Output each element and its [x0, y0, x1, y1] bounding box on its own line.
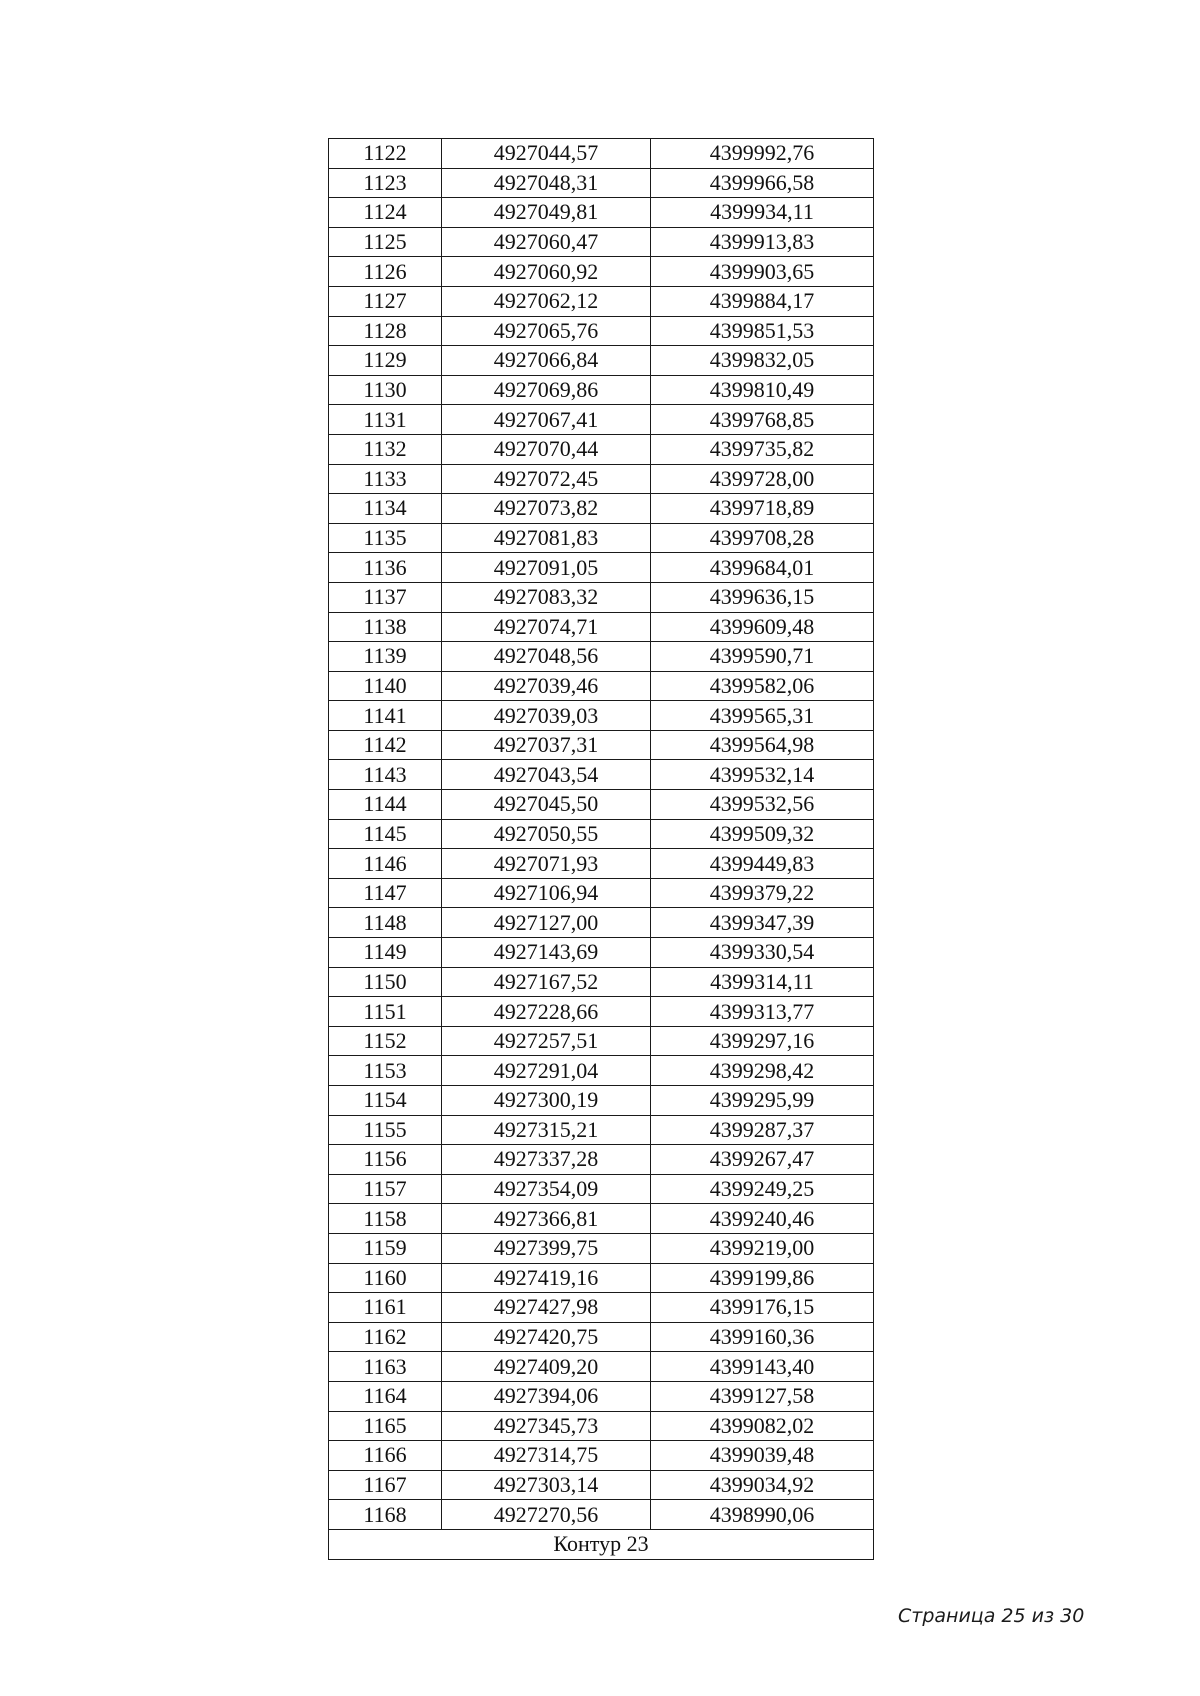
point-number-cell: 1137	[329, 582, 442, 612]
table-row	[329, 168, 874, 198]
y-coordinate-cell: 4399564,98	[651, 730, 874, 760]
coordinates-table	[328, 138, 874, 1560]
point-number-cell: 1143	[329, 760, 442, 790]
x-coordinate-cell: 4927045,50	[442, 790, 651, 820]
x-coordinate-cell: 4927060,47	[442, 227, 651, 257]
table-row	[329, 701, 874, 731]
y-coordinate-cell: 4399934,11	[651, 198, 874, 228]
y-coordinate-cell: 4399127,58	[651, 1381, 874, 1411]
point-number-cell: 1142	[329, 730, 442, 760]
page-number-footer: Страница 25 из 30	[898, 1605, 1085, 1627]
point-number-cell: 1153	[329, 1056, 442, 1086]
point-number-cell: 1127	[329, 286, 442, 316]
x-coordinate-cell: 4927409,20	[442, 1352, 651, 1382]
table-row	[329, 819, 874, 849]
table-row	[329, 997, 874, 1027]
x-coordinate-cell: 4927394,06	[442, 1381, 651, 1411]
table-row	[329, 286, 874, 316]
table-row	[329, 1411, 874, 1441]
y-coordinate-cell: 4399684,01	[651, 553, 874, 583]
point-number-cell: 1125	[329, 227, 442, 257]
table-row	[329, 790, 874, 820]
point-number-cell: 1131	[329, 405, 442, 435]
table-row	[329, 494, 874, 524]
point-number-cell: 1147	[329, 878, 442, 908]
point-number-cell: 1160	[329, 1263, 442, 1293]
y-coordinate-cell: 4399565,31	[651, 701, 874, 731]
table-row	[329, 227, 874, 257]
y-coordinate-cell: 4399330,54	[651, 938, 874, 968]
table-row	[329, 1145, 874, 1175]
point-number-cell: 1168	[329, 1500, 442, 1530]
x-coordinate-cell: 4927062,12	[442, 286, 651, 316]
y-coordinate-cell: 4399034,92	[651, 1470, 874, 1500]
x-coordinate-cell: 4927167,52	[442, 967, 651, 997]
point-number-cell: 1154	[329, 1086, 442, 1116]
y-coordinate-cell: 4399143,40	[651, 1352, 874, 1382]
y-coordinate-cell: 4399810,49	[651, 375, 874, 405]
section-label-row	[329, 1529, 874, 1559]
point-number-cell: 1166	[329, 1441, 442, 1471]
x-coordinate-cell: 4927366,81	[442, 1204, 651, 1234]
y-coordinate-cell: 4399509,32	[651, 819, 874, 849]
y-coordinate-cell: 4398990,06	[651, 1500, 874, 1530]
table-row	[329, 1470, 874, 1500]
table-row	[329, 730, 874, 760]
point-number-cell: 1139	[329, 642, 442, 672]
table-row	[329, 1322, 874, 1352]
x-coordinate-cell: 4927070,44	[442, 434, 651, 464]
x-coordinate-cell: 4927066,84	[442, 346, 651, 376]
point-number-cell: 1141	[329, 701, 442, 731]
table-row	[329, 405, 874, 435]
x-coordinate-cell: 4927315,21	[442, 1115, 651, 1145]
point-number-cell: 1150	[329, 967, 442, 997]
y-coordinate-cell: 4399295,99	[651, 1086, 874, 1116]
y-coordinate-cell: 4399636,15	[651, 582, 874, 612]
point-number-cell: 1144	[329, 790, 442, 820]
point-number-cell: 1158	[329, 1204, 442, 1234]
x-coordinate-cell: 4927106,94	[442, 878, 651, 908]
y-coordinate-cell: 4399832,05	[651, 346, 874, 376]
x-coordinate-cell: 4927044,57	[442, 139, 651, 169]
y-coordinate-cell: 4399297,16	[651, 1026, 874, 1056]
x-coordinate-cell: 4927143,69	[442, 938, 651, 968]
point-number-cell: 1124	[329, 198, 442, 228]
x-coordinate-cell: 4927270,56	[442, 1500, 651, 1530]
x-coordinate-cell: 4927039,46	[442, 671, 651, 701]
point-number-cell: 1145	[329, 819, 442, 849]
x-coordinate-cell: 4927049,81	[442, 198, 651, 228]
table-row	[329, 1086, 874, 1116]
table-row	[329, 967, 874, 997]
point-number-cell: 1167	[329, 1470, 442, 1500]
x-coordinate-cell: 4927065,76	[442, 316, 651, 346]
y-coordinate-cell: 4399992,76	[651, 139, 874, 169]
x-coordinate-cell: 4927039,03	[442, 701, 651, 731]
coordinates-table-body	[329, 139, 874, 1560]
point-number-cell: 1123	[329, 168, 442, 198]
point-number-cell: 1157	[329, 1174, 442, 1204]
point-number-cell: 1159	[329, 1233, 442, 1263]
y-coordinate-cell: 4399708,28	[651, 523, 874, 553]
point-number-cell: 1165	[329, 1411, 442, 1441]
point-number-cell: 1162	[329, 1322, 442, 1352]
y-coordinate-cell: 4399532,56	[651, 790, 874, 820]
table-row	[329, 1352, 874, 1382]
table-row	[329, 849, 874, 879]
x-coordinate-cell: 4927291,04	[442, 1056, 651, 1086]
y-coordinate-cell: 4399913,83	[651, 227, 874, 257]
x-coordinate-cell: 4927083,32	[442, 582, 651, 612]
x-coordinate-cell: 4927048,31	[442, 168, 651, 198]
y-coordinate-cell: 4399966,58	[651, 168, 874, 198]
point-number-cell: 1152	[329, 1026, 442, 1056]
y-coordinate-cell: 4399532,14	[651, 760, 874, 790]
y-coordinate-cell: 4399851,53	[651, 316, 874, 346]
x-coordinate-cell: 4927337,28	[442, 1145, 651, 1175]
y-coordinate-cell: 4399582,06	[651, 671, 874, 701]
table-row	[329, 1115, 874, 1145]
x-coordinate-cell: 4927050,55	[442, 819, 651, 849]
x-coordinate-cell: 4927067,41	[442, 405, 651, 435]
table-row	[329, 908, 874, 938]
x-coordinate-cell: 4927081,83	[442, 523, 651, 553]
x-coordinate-cell: 4927043,54	[442, 760, 651, 790]
table-row	[329, 1233, 874, 1263]
point-number-cell: 1135	[329, 523, 442, 553]
y-coordinate-cell: 4399240,46	[651, 1204, 874, 1234]
point-number-cell: 1149	[329, 938, 442, 968]
y-coordinate-cell: 4399314,11	[651, 967, 874, 997]
point-number-cell: 1126	[329, 257, 442, 287]
table-row	[329, 612, 874, 642]
y-coordinate-cell: 4399735,82	[651, 434, 874, 464]
y-coordinate-cell: 4399199,86	[651, 1263, 874, 1293]
table-row	[329, 1056, 874, 1086]
table-row	[329, 257, 874, 287]
x-coordinate-cell: 4927071,93	[442, 849, 651, 879]
table-row	[329, 1263, 874, 1293]
y-coordinate-cell: 4399379,22	[651, 878, 874, 908]
table-row	[329, 464, 874, 494]
point-number-cell: 1148	[329, 908, 442, 938]
table-row	[329, 1293, 874, 1323]
y-coordinate-cell: 4399298,42	[651, 1056, 874, 1086]
x-coordinate-cell: 4927073,82	[442, 494, 651, 524]
table-row	[329, 1026, 874, 1056]
y-coordinate-cell: 4399718,89	[651, 494, 874, 524]
table-row	[329, 642, 874, 672]
point-number-cell: 1132	[329, 434, 442, 464]
y-coordinate-cell: 4399884,17	[651, 286, 874, 316]
x-coordinate-cell: 4927399,75	[442, 1233, 651, 1263]
contour-label: Контур 23	[329, 1529, 874, 1559]
table-row	[329, 582, 874, 612]
point-number-cell: 1130	[329, 375, 442, 405]
table-row	[329, 878, 874, 908]
table-row	[329, 1381, 874, 1411]
table-row	[329, 760, 874, 790]
x-coordinate-cell: 4927060,92	[442, 257, 651, 287]
point-number-cell: 1155	[329, 1115, 442, 1145]
x-coordinate-cell: 4927127,00	[442, 908, 651, 938]
point-number-cell: 1134	[329, 494, 442, 524]
table-row	[329, 938, 874, 968]
table-row	[329, 1204, 874, 1234]
y-coordinate-cell: 4399176,15	[651, 1293, 874, 1323]
x-coordinate-cell: 4927354,09	[442, 1174, 651, 1204]
x-coordinate-cell: 4927419,16	[442, 1263, 651, 1293]
table-row	[329, 671, 874, 701]
table-row	[329, 346, 874, 376]
y-coordinate-cell: 4399449,83	[651, 849, 874, 879]
point-number-cell: 1151	[329, 997, 442, 1027]
y-coordinate-cell: 4399590,71	[651, 642, 874, 672]
x-coordinate-cell: 4927427,98	[442, 1293, 651, 1323]
point-number-cell: 1129	[329, 346, 442, 376]
point-number-cell: 1122	[329, 139, 442, 169]
table-row	[329, 1441, 874, 1471]
point-number-cell: 1136	[329, 553, 442, 583]
x-coordinate-cell: 4927345,73	[442, 1411, 651, 1441]
point-number-cell: 1146	[329, 849, 442, 879]
y-coordinate-cell: 4399287,37	[651, 1115, 874, 1145]
point-number-cell: 1161	[329, 1293, 442, 1323]
x-coordinate-cell: 4927300,19	[442, 1086, 651, 1116]
y-coordinate-cell: 4399267,47	[651, 1145, 874, 1175]
y-coordinate-cell: 4399903,65	[651, 257, 874, 287]
y-coordinate-cell: 4399160,36	[651, 1322, 874, 1352]
table-row	[329, 434, 874, 464]
y-coordinate-cell: 4399082,02	[651, 1411, 874, 1441]
x-coordinate-cell: 4927314,75	[442, 1441, 651, 1471]
table-row	[329, 316, 874, 346]
x-coordinate-cell: 4927069,86	[442, 375, 651, 405]
x-coordinate-cell: 4927257,51	[442, 1026, 651, 1056]
x-coordinate-cell: 4927072,45	[442, 464, 651, 494]
y-coordinate-cell: 4399219,00	[651, 1233, 874, 1263]
y-coordinate-cell: 4399039,48	[651, 1441, 874, 1471]
point-number-cell: 1140	[329, 671, 442, 701]
table-row	[329, 523, 874, 553]
x-coordinate-cell: 4927048,56	[442, 642, 651, 672]
y-coordinate-cell: 4399249,25	[651, 1174, 874, 1204]
point-number-cell: 1138	[329, 612, 442, 642]
table-row	[329, 553, 874, 583]
table-row	[329, 139, 874, 169]
point-number-cell: 1156	[329, 1145, 442, 1175]
y-coordinate-cell: 4399609,48	[651, 612, 874, 642]
x-coordinate-cell: 4927228,66	[442, 997, 651, 1027]
x-coordinate-cell: 4927037,31	[442, 730, 651, 760]
y-coordinate-cell: 4399768,85	[651, 405, 874, 435]
point-number-cell: 1163	[329, 1352, 442, 1382]
x-coordinate-cell: 4927074,71	[442, 612, 651, 642]
x-coordinate-cell: 4927303,14	[442, 1470, 651, 1500]
point-number-cell: 1164	[329, 1381, 442, 1411]
y-coordinate-cell: 4399347,39	[651, 908, 874, 938]
table-row	[329, 198, 874, 228]
point-number-cell: 1133	[329, 464, 442, 494]
table-row	[329, 1500, 874, 1530]
x-coordinate-cell: 4927420,75	[442, 1322, 651, 1352]
y-coordinate-cell: 4399728,00	[651, 464, 874, 494]
point-number-cell: 1128	[329, 316, 442, 346]
y-coordinate-cell: 4399313,77	[651, 997, 874, 1027]
table-row	[329, 375, 874, 405]
x-coordinate-cell: 4927091,05	[442, 553, 651, 583]
table-row	[329, 1174, 874, 1204]
